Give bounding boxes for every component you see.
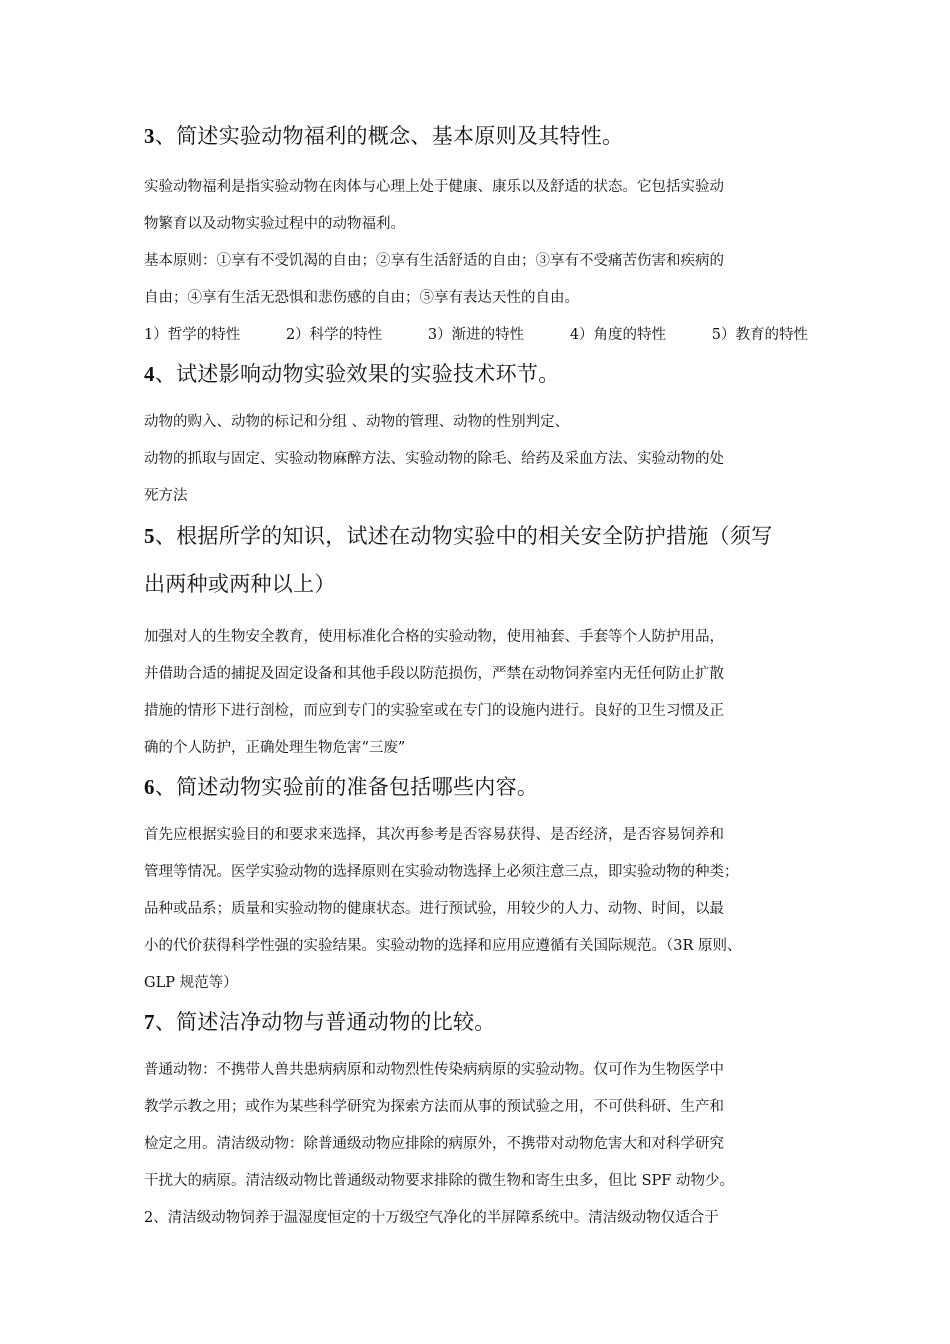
heading-section-6: 6、简述动物实验前的准备包括哪些内容。 [144, 775, 539, 799]
trait-item: 1）哲学的特性 [144, 327, 241, 343]
body-line: 2、清洁级动物饲养于温湿度恒定的十万级空气净化的半屏障系统中。清洁级动物仅适合于 [144, 1210, 719, 1226]
body-line: 干扰大的病原。清洁级动物比普通级动物要求排除的微生物和寄生虫多，但比 SPF 动物少。 [144, 1173, 734, 1189]
body-line: 死方法 [144, 488, 188, 504]
body-line: 普通动物：不携带人兽共患病病原和动物烈性传染病病原的实验动物。仅可作为生物医学中 [144, 1062, 724, 1078]
heading-section-3: 3、简述实验动物福利的概念、基本原则及其特性。 [144, 124, 624, 148]
body-line: 物繁育以及动物实验过程中的动物福利。 [144, 216, 405, 232]
heading-section-4: 4、试述影响动物实验效果的实验技术环节。 [144, 362, 560, 386]
trait-item: 5）教育的特性 [711, 327, 808, 343]
body-line: 检定之用。清洁级动物：除普通级动物应排除的病原外，不携带对动物危害大和对科学研究 [144, 1136, 724, 1152]
body-line: 小的代价获得科学性强的实验结果。实验动物的选择和应用应遵循有关国际规范。（3R 原则、 [144, 938, 742, 954]
body-line: 自由；④享有生活无恐惧和悲伤感的自由；⑤享有表达天性的自由。 [144, 290, 579, 306]
trait-item: 2）科学的特性 [285, 327, 383, 343]
body-line: 动物的抓取与固定、实验动物麻醉方法、实验动物的除毛、给药及采血方法、实验动物的处 [144, 451, 724, 467]
traits-row [144, 323, 808, 344]
body-line: 首先应根据实验目的和要求来选择，其次再参考是否容易获得、是否经济，是否容易饲养和 [144, 827, 724, 843]
body-line: 教学示教之用；或作为某些科学研究为探索方法而从事的预试验之用，不可供科研、生产和 [144, 1099, 724, 1115]
body-line: 实验动物福利是指实验动物在肉体与心理上处于健康、康乐以及舒适的状态。它包括实验动 [144, 179, 724, 195]
trait-item: 3）渐进的特性 [427, 327, 525, 343]
body-line: 加强对人的生物安全教育，使用标准化合格的实验动物，使用袖套、手套等个人防护用品， [144, 629, 724, 645]
heading-section-5-continued: 出两种或两种以上） [144, 572, 336, 596]
heading-section-7: 7、简述洁净动物与普通动物的比较。 [144, 1010, 496, 1034]
body-line: 基本原则：①享有不受饥渴的自由；②享有生活舒适的自由；③享有不受痛苦伤害和疾病的 [144, 253, 724, 269]
body-line: 确的个人防护，正确处理生物危害“三废” [144, 740, 406, 756]
heading-section-5: 5、根据所学的知识，试述在动物实验中的相关安全防护措施（须写 [144, 524, 773, 548]
body-line: 并借助合适的捕捉及固定设备和其他手段以防范损伤，严禁在动物饲养室内无任何防止扩散 [144, 666, 724, 682]
body-line: GLP 规范等） [144, 975, 238, 991]
body-line: 管理等情况。医学实验动物的选择原则在实验动物选择上必须注意三点，即实验动物的种类； [144, 864, 739, 880]
body-line: 措施的情形下进行剖检，而应到专门的实验室或在专门的设施内进行。良好的卫生习惯及正 [144, 703, 724, 719]
body-line: 动物的购入、动物的标记和分组 、动物的管理、动物的性别判定、 [144, 414, 570, 430]
body-line: 品种或品系；质量和实验动物的健康状态。进行预试验，用较少的人力、动物、时间，以最 [144, 901, 724, 917]
trait-item: 4）角度的特性 [569, 327, 667, 343]
